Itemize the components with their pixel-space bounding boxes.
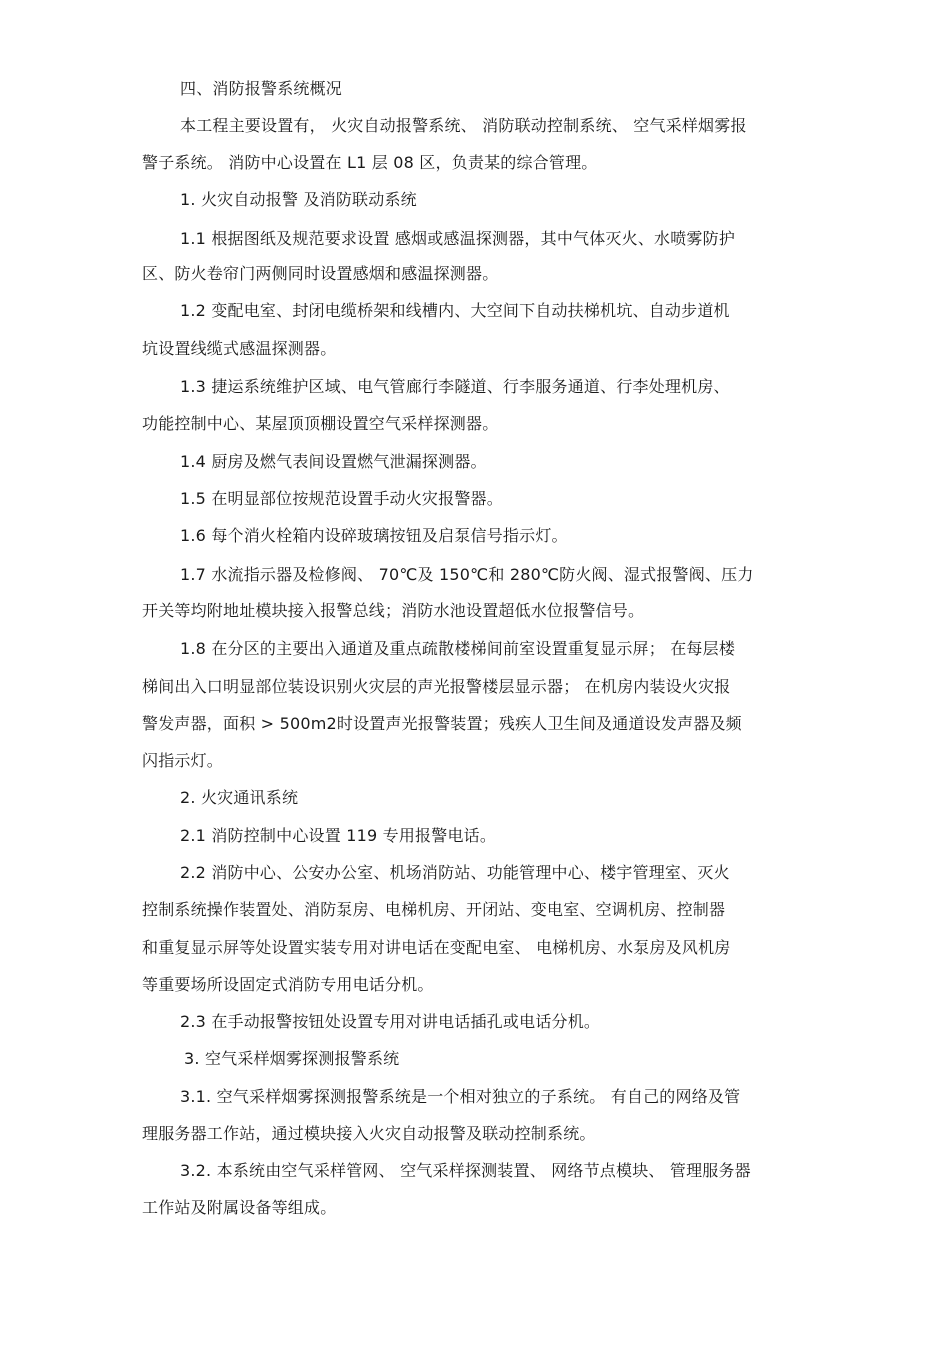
paragraph-line: 1.6 每个消火栓箱内设碎玻璃按钮及启泵信号指示灯。 bbox=[180, 526, 568, 545]
paragraph-line: 区、防火卷帘门两侧同时设置感烟和感温探测器。 bbox=[142, 264, 499, 283]
paragraph-line: 和重复显示屏等处设置实装专用对讲电话在变配电室、 电梯机房、水泵房及风机房 bbox=[142, 938, 731, 957]
paragraph-line: 3.1. 空气采样烟雾探测报警系统是一个相对独立的子系统。 有自己的网络及管 bbox=[180, 1087, 741, 1106]
paragraph-line: 闪指示灯。 bbox=[142, 751, 224, 770]
paragraph-line: 警发声器，面积 > 500m2时设置声光报警装置；残疾人卫生间及通道设发声器及频 bbox=[142, 714, 742, 733]
paragraph-line: 1.2 变配电室、封闭电缆桥架和线槽内、大空间下自动扶梯机坑、自动步道机 bbox=[180, 301, 730, 320]
paragraph-line: 工作站及附属设备等组成。 bbox=[142, 1198, 337, 1217]
paragraph-line: 本工程主要设置有， 火灾自动报警系统、 消防联动控制系统、 空气采样烟雾报 bbox=[180, 116, 747, 135]
paragraph-line: 开关等均附地址模块接入报警总线；消防水池设置超低水位报警信号。 bbox=[142, 601, 645, 620]
paragraph-line: 2.1 消防控制中心设置 119 专用报警电话。 bbox=[180, 826, 497, 845]
paragraph-line: 控制系统操作装置处、消防泵房、电梯机房、开闭站、变电室、空调机房、控制器 bbox=[142, 900, 726, 919]
paragraph-line: 1.8 在分区的主要出入通道及重点疏散楼梯间前室设置重复显示屏； 在每层楼 bbox=[180, 639, 736, 658]
paragraph-line: 1.3 捷运系统维护区域、电气管廊行李隧道、行李服务通道、行李处理机房、 bbox=[180, 377, 730, 396]
subsection-heading: 1. 火灾自动报警 及消防联动系统 bbox=[180, 190, 417, 209]
paragraph-line: 2.2 消防中心、公安办公室、机场消防站、功能管理中心、楼宇管理室、灭火 bbox=[180, 863, 730, 882]
paragraph-line: 功能控制中心、某屋顶顶棚设置空气采样探测器。 bbox=[142, 414, 499, 433]
subsection-heading: 2. 火灾通讯系统 bbox=[180, 788, 299, 807]
paragraph-line: 坑设置线缆式感温探测器。 bbox=[142, 339, 337, 358]
paragraph-line: 1.1 根据图纸及规范要求设置 感烟或感温探测器，其中气体灭火、水喷雾防护 bbox=[180, 229, 736, 248]
subsection-heading: 3. 空气采样烟雾探测报警系统 bbox=[184, 1049, 400, 1068]
paragraph-line: 理服务器工作站，通过模块接入火灾自动报警及联动控制系统。 bbox=[142, 1124, 596, 1143]
paragraph-line: 3.2. 本系统由空气采样管网、 空气采样探测装置、 网络节点模块、 管理服务器 bbox=[180, 1161, 751, 1180]
paragraph-line: 1.5 在明显部位按规范设置手动火灾报警器。 bbox=[180, 489, 503, 508]
paragraph-line: 警子系统。 消防中心设置在 L1 层 08 区，负责某的综合管理。 bbox=[142, 153, 598, 172]
paragraph-line: 梯间出入口明显部位装设识别火灾层的声光报警楼层显示器； 在机房内装设火灾报 bbox=[142, 677, 731, 696]
section-heading: 四、消防报警系统概况 bbox=[180, 79, 343, 98]
paragraph-line: 1.7 水流指示器及检修阀、 70℃及 150℃和 280℃防火阀、湿式报警阀、压力 bbox=[180, 565, 754, 584]
paragraph-line: 1.4 厨房及燃气表间设置燃气泄漏探测器。 bbox=[180, 452, 487, 471]
paragraph-line: 等重要场所设固定式消防专用电话分机。 bbox=[142, 975, 434, 994]
paragraph-line: 2.3 在手动报警按钮处设置专用对讲电话插孔或电话分机。 bbox=[180, 1012, 601, 1031]
